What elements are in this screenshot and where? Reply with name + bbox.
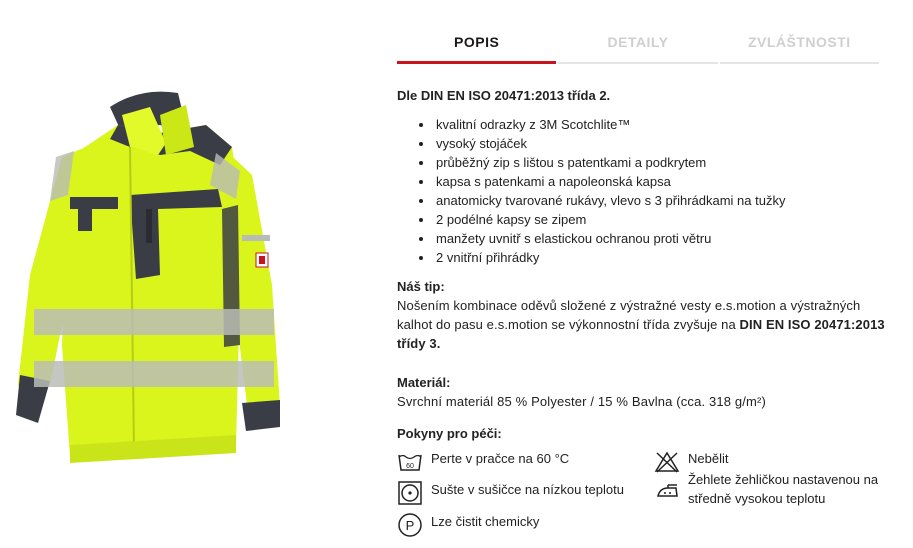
- list-item: 2 vnitřní přihrádky: [417, 248, 897, 267]
- care-item-iron: [654, 470, 884, 508]
- list-item: kapsa s patenkami a napoleonská kapsa: [417, 172, 897, 191]
- list-item: vysoký stojáček: [417, 134, 897, 153]
- iron-medium-icon: [654, 478, 680, 504]
- care-item-dry: [397, 480, 647, 506]
- care-label: Lze čistit chemicky: [431, 514, 540, 529]
- tip-text: [397, 296, 897, 353]
- material-title: Materiál:: [397, 375, 451, 390]
- care-item-dry-clean: [397, 512, 647, 538]
- care-label: Sušte v sušičce na nízkou teplotu: [431, 482, 624, 497]
- tip-title: Náš tip:: [397, 279, 445, 294]
- care-label: Žehlete žehličkou nastavenou na středně vysokou teplotu: [688, 472, 879, 506]
- jacket-illustration: [10, 85, 290, 465]
- list-item: průběžný zip s lištou s patentkami a podkrytem: [417, 153, 897, 172]
- tab-bar: [397, 22, 879, 64]
- tab-detaily[interactable]: DETAILY: [558, 22, 717, 64]
- care-label: Nebělit: [688, 451, 729, 466]
- wash-60-icon: [397, 449, 423, 475]
- description-panel: [397, 86, 897, 546]
- tab-zvlastnosti[interactable]: ZVLÁŠTNOSTI: [720, 22, 879, 64]
- tumble-dry-low-icon: [397, 480, 423, 506]
- list-item: 2 podélné kapsy se zipem: [417, 210, 897, 229]
- dry-clean-letter: P: [405, 518, 415, 533]
- tip-text-body: Nošením kombinace oděvů složené z výstražné vesty e.s.motion a výstražných kalhot do pasu e.s.motion se výkonnostní třída zvyšuje na: [397, 298, 861, 332]
- dry-clean-p-icon: [397, 512, 423, 538]
- product-image-jacket: [10, 85, 290, 465]
- list-item: manžety uvnitř s elastickou ochranou proti větru: [417, 229, 897, 248]
- list-item: kvalitní odrazky z 3M Scotchlite™: [417, 115, 897, 134]
- tab-popis[interactable]: POPIS: [397, 22, 556, 64]
- wash-temperature: 60: [406, 463, 414, 470]
- tip-text-bold: DIN EN ISO 20471:2013 třídy 3.: [397, 317, 885, 351]
- care-instructions: [397, 446, 897, 546]
- norm-heading: Dle DIN EN ISO 20471:2013 třída 2.: [397, 88, 611, 103]
- feature-list: [417, 115, 897, 267]
- care-item-wash: [397, 449, 647, 475]
- material-text: Svrchní materiál 85 % Polyester / 15 % Bavlna (cca. 318 g/m²): [397, 394, 766, 409]
- list-item: anatomicky tvarované rukávy, vlevo s 3 přihrádkami na tužky: [417, 191, 897, 210]
- care-title: Pokyny pro péči:: [397, 426, 502, 441]
- care-label: Perte v pračce na 60 °C: [431, 451, 570, 466]
